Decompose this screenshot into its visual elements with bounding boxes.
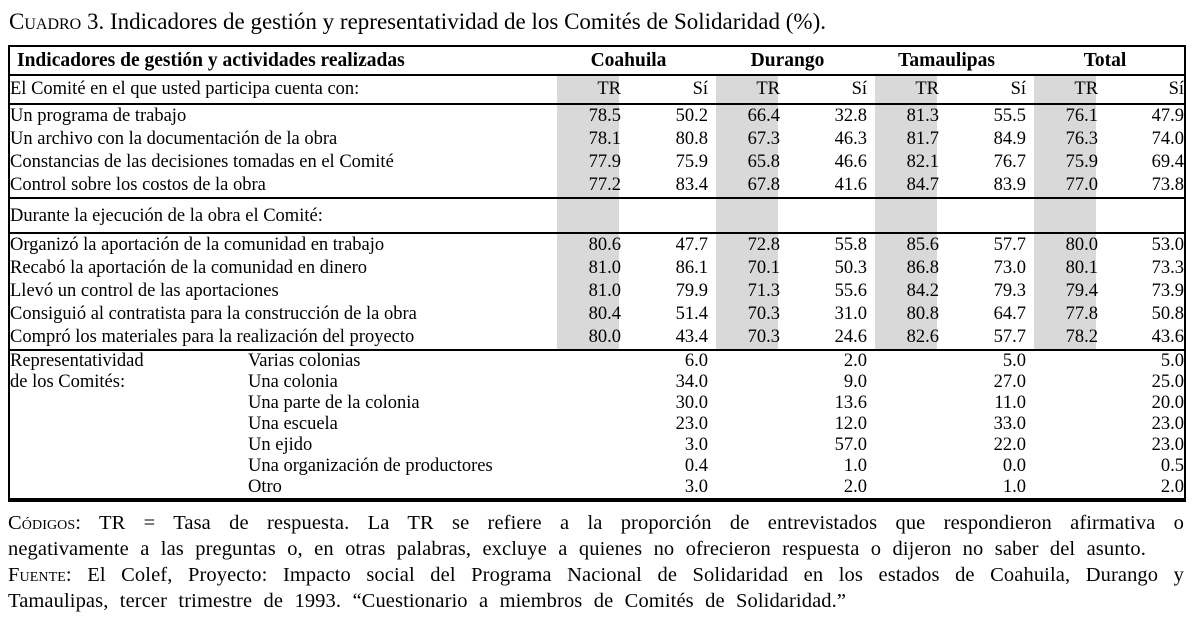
si-value-cell: 6.0: [684, 351, 709, 371]
table-row: [9, 326, 1185, 350]
tr-value-cell: 81.0: [549, 257, 621, 280]
si-value-cell: 25.0: [1151, 372, 1185, 392]
row-label: Consiguió al contratista para la construcción de la obra: [10, 304, 417, 324]
empty-cell: [1026, 414, 1098, 435]
si-value-cell: 11.0: [994, 393, 1027, 413]
tr-value-cell: 77.2: [549, 174, 621, 198]
tr-value-cell: 66.4: [708, 104, 780, 128]
tr-value-cell: 76.3: [1026, 128, 1098, 151]
si-value-cell: 2.0: [1160, 477, 1185, 497]
si-value-cell: 53.0: [1151, 235, 1185, 255]
si-value-cell: 13.6: [834, 393, 868, 413]
tr-value-cell: 78.1: [549, 128, 621, 151]
empty-cell: [867, 414, 939, 435]
empty-cell: [867, 477, 939, 500]
si-value-cell: 46.6: [834, 152, 868, 172]
tr-value-cell: 67.3: [708, 128, 780, 151]
section2-header-label: Durante la ejecución de la obra el Comité:: [10, 205, 323, 226]
empty-cell: [867, 372, 939, 393]
si-value-cell: 57.0: [834, 435, 868, 455]
si-value-cell: 12.0: [834, 414, 868, 434]
empty-cell: [1098, 198, 1185, 233]
table-row: [9, 456, 1185, 477]
side-label: de los Comités:: [10, 372, 126, 392]
si-value-cell: 84.9: [993, 129, 1027, 149]
tr-value-cell: 80.1: [1026, 257, 1098, 280]
empty-cell: [1026, 435, 1098, 456]
table-row: [9, 372, 1185, 393]
si-value-cell: 1.0: [1002, 477, 1027, 497]
tr-value-cell: 77.9: [549, 151, 621, 174]
si-value-cell: 1.0: [843, 456, 868, 476]
row-label: Recabó la aportación de la comunidad en dinero: [10, 258, 368, 278]
title-text: 3. Indicadores de gestión y representatividad de los Comités de Solidaridad (%).: [81, 9, 826, 34]
si-value-cell: 79.9: [675, 281, 709, 301]
empty-cell: [867, 435, 939, 456]
tr-value-cell: 80.0: [549, 326, 621, 350]
header-group-tamaulipas: Tamaulipas: [898, 50, 995, 71]
si-value-cell: 55.5: [993, 106, 1027, 126]
row-label: [9, 350, 549, 372]
si-value-cell: 69.4: [1151, 152, 1185, 172]
si-value-cell: 2.0: [843, 477, 868, 497]
tr-value-cell: 71.3: [708, 280, 780, 303]
si-value-cell: 31.0: [834, 304, 868, 324]
si-value-cell: 5.0: [1002, 351, 1027, 371]
table-row: [9, 257, 1185, 280]
tr-value-cell: 81.7: [867, 128, 939, 151]
tr-value-cell: 70.3: [708, 303, 780, 326]
table-row: [9, 477, 1185, 500]
si-value-cell: 9.0: [843, 372, 868, 392]
row-label: Constancias de las decisiones tomadas en el Comité: [10, 152, 394, 172]
header-group-durango: Durango: [750, 50, 825, 71]
category-label: Otro: [248, 477, 282, 497]
si-value-cell: 50.8: [1151, 304, 1185, 324]
side-label: Representatividad: [10, 351, 144, 371]
tr-value-cell: 82.1: [867, 151, 939, 174]
header-group-total: Total: [1083, 50, 1127, 71]
col-tr-durango: TR: [708, 75, 780, 104]
si-value-cell: 51.4: [675, 304, 709, 324]
row-label: Llevó un control de las aportaciones: [10, 281, 279, 301]
empty-cell: [708, 414, 780, 435]
tr-value-cell: 78.5: [549, 104, 621, 128]
empty-cell: [708, 393, 780, 414]
table-row: [9, 151, 1185, 174]
tr-value-cell: 80.8: [867, 303, 939, 326]
empty-cell: [1026, 372, 1098, 393]
empty-cell: [1026, 393, 1098, 414]
codigos-note: [8, 510, 1184, 562]
table-row: [9, 435, 1185, 456]
si-value-cell: 0.0: [1002, 456, 1027, 476]
si-value-cell: 2.0: [843, 351, 868, 371]
table-row: [9, 128, 1185, 151]
tr-value-cell: 80.0: [1026, 233, 1098, 257]
tr-value-cell: 76.1: [1026, 104, 1098, 128]
tr-value-cell: 77.8: [1026, 303, 1098, 326]
row-label: Organizó la aportación de la comunidad en trabajo: [10, 235, 385, 255]
header-indicators-label: Indicadores de gestión y actividades realizadas: [17, 50, 405, 71]
table-header-row: [9, 46, 1185, 75]
table-row: [9, 233, 1185, 257]
empty-cell: [621, 198, 708, 233]
row-label: [9, 372, 549, 393]
si-value-cell: 83.4: [675, 175, 709, 195]
si-value-cell: 57.7: [993, 327, 1027, 347]
table-row: [9, 393, 1185, 414]
fuente-note: [8, 562, 1184, 614]
si-value-cell: 33.0: [993, 414, 1027, 434]
fuente-label: Fuente:: [8, 564, 72, 586]
si-value-cell: 55.8: [834, 235, 868, 255]
si-value-cell: 41.6: [834, 175, 868, 195]
tr-value-cell: 81.0: [549, 280, 621, 303]
empty-cell: [708, 477, 780, 500]
si-value-cell: 46.3: [834, 129, 868, 149]
si-value-cell: 23.0: [1151, 414, 1185, 434]
si-value-cell: 32.8: [834, 106, 868, 126]
tr-value-cell: 86.8: [867, 257, 939, 280]
empty-cell: [549, 350, 621, 372]
si-value-cell: 64.7: [993, 304, 1027, 324]
title-prefix: Cuadro: [9, 9, 82, 34]
si-value-cell: 34.0: [675, 372, 709, 392]
empty-cell: [549, 372, 621, 393]
row-label: [9, 393, 549, 414]
tr-value-cell: 70.1: [708, 257, 780, 280]
si-value-cell: 83.9: [993, 175, 1027, 195]
empty-cell: [549, 414, 621, 435]
tr-value-cell: 77.0: [1026, 174, 1098, 198]
empty-cell: [708, 198, 780, 233]
si-value-cell: 43.4: [675, 327, 709, 347]
table-row: [9, 280, 1185, 303]
si-value-cell: 24.6: [834, 327, 868, 347]
si-value-cell: 22.0: [993, 435, 1027, 455]
si-value-cell: 50.3: [834, 258, 868, 278]
si-value-cell: 50.2: [675, 106, 709, 126]
row-label: Control sobre los costos de la obra: [10, 175, 266, 195]
category-label: Una colonia: [248, 372, 338, 392]
si-value-cell: 80.8: [675, 129, 709, 149]
tr-value-cell: 75.9: [1026, 151, 1098, 174]
section1-header-label: El Comité en el que usted participa cuenta con:: [10, 79, 360, 99]
empty-cell: [1026, 456, 1098, 477]
empty-cell: [1026, 350, 1098, 372]
category-label: Una escuela: [248, 414, 338, 434]
row-label: [9, 477, 549, 500]
section-cuenta-con: [9, 104, 1185, 198]
si-value-cell: 0.5: [1160, 456, 1185, 476]
tr-value-cell: 72.8: [708, 233, 780, 257]
empty-cell: [549, 198, 621, 233]
tr-value-cell: 85.6: [867, 233, 939, 257]
row-label: [9, 414, 549, 435]
codigos-label: Códigos:: [8, 512, 82, 534]
si-value-cell: 76.7: [993, 152, 1027, 172]
si-value-cell: 47.9: [1151, 106, 1185, 126]
table-subheader-row: [9, 75, 1185, 104]
empty-cell: [867, 456, 939, 477]
row-label: Un archivo con la documentación de la obra: [10, 129, 338, 149]
si-value-cell: 23.0: [1151, 435, 1185, 455]
indicators-table: [8, 45, 1186, 502]
empty-cell: [708, 372, 780, 393]
empty-cell: [549, 456, 621, 477]
table-row: [9, 350, 1185, 372]
row-label: Un programa de trabajo: [10, 106, 187, 126]
tr-value-cell: 82.6: [867, 326, 939, 350]
tr-value-cell: 65.8: [708, 151, 780, 174]
tr-value-cell: 80.4: [549, 303, 621, 326]
si-value-cell: 47.7: [675, 235, 709, 255]
col-si-durango: Sí: [851, 79, 868, 99]
section-durante-header-row: [9, 198, 1185, 233]
fuente-text: El Colef, Proyecto: Impacto social del Programa Nacional de Solidaridad en los estados de Coahuila, Durango y Tamaulipas, tercer trimestre de 1993. “Cuestionario a miembros de Comités de Solidaridad.”: [8, 564, 1185, 612]
table-row: [9, 104, 1185, 128]
tr-value-cell: 79.4: [1026, 280, 1098, 303]
empty-cell: [867, 350, 939, 372]
si-value-cell: 74.0: [1151, 129, 1185, 149]
table-title: [9, 7, 1188, 37]
empty-cell: [780, 198, 867, 233]
section-representatividad: [9, 350, 1185, 500]
empty-cell: [708, 456, 780, 477]
si-value-cell: 57.7: [993, 235, 1027, 255]
category-label: Una organización de productores: [248, 456, 493, 476]
empty-cell: [1026, 198, 1098, 233]
codigos-text: TR = Tasa de respuesta. La TR se refiere a la proporción de entrevistados que respondieron afirmativa o negativamente a las preguntas o, en otras palabras, excluye a quienes no ofrecieron respuesta o dijeron no saber del asunto.: [8, 512, 1184, 560]
tr-value-cell: 70.3: [708, 326, 780, 350]
col-si-total: Sí: [1168, 79, 1185, 99]
table-row: [9, 303, 1185, 326]
category-label: Una parte de la colonia: [248, 393, 420, 413]
row-label: [9, 435, 549, 456]
empty-cell: [867, 198, 939, 233]
si-value-cell: 75.9: [675, 152, 709, 172]
si-value-cell: 30.0: [675, 393, 709, 413]
empty-cell: [549, 393, 621, 414]
tr-value-cell: 80.6: [549, 233, 621, 257]
si-value-cell: 27.0: [993, 372, 1027, 392]
section-durante: [9, 198, 1185, 350]
table-row: [9, 414, 1185, 435]
si-value-cell: 23.0: [675, 414, 709, 434]
tr-value-cell: 84.7: [867, 174, 939, 198]
row-label: Compró los materiales para la realización del proyecto: [10, 327, 415, 347]
si-value-cell: 3.0: [684, 435, 709, 455]
empty-cell: [939, 198, 1026, 233]
col-tr-tamaulipas: TR: [867, 75, 939, 104]
col-si-coahuila: Sí: [692, 79, 709, 99]
si-value-cell: 20.0: [1151, 393, 1185, 413]
empty-cell: [549, 477, 621, 500]
category-label: Varias colonias: [248, 351, 361, 371]
empty-cell: [708, 435, 780, 456]
category-label: Un ejido: [248, 435, 313, 455]
row-label: [9, 456, 549, 477]
tr-value-cell: 81.3: [867, 104, 939, 128]
si-value-cell: 3.0: [684, 477, 709, 497]
si-value-cell: 43.6: [1151, 327, 1185, 347]
tr-value-cell: 67.8: [708, 174, 780, 198]
si-value-cell: 55.6: [834, 281, 868, 301]
tr-value-cell: 78.2: [1026, 326, 1098, 350]
si-value-cell: 79.3: [993, 281, 1027, 301]
empty-cell: [549, 435, 621, 456]
si-value-cell: 73.0: [993, 258, 1027, 278]
empty-cell: [867, 393, 939, 414]
empty-cell: [1026, 477, 1098, 500]
si-value-cell: 5.0: [1160, 351, 1185, 371]
empty-cell: [708, 350, 780, 372]
si-value-cell: 0.4: [684, 456, 709, 476]
col-si-tamaulipas: Sí: [1010, 79, 1027, 99]
col-tr-total: TR: [1026, 75, 1098, 104]
si-value-cell: 86.1: [675, 258, 709, 278]
si-value-cell: 73.3: [1151, 258, 1185, 278]
table-row: [9, 174, 1185, 198]
si-value-cell: 73.8: [1151, 175, 1185, 195]
tr-value-cell: 84.2: [867, 280, 939, 303]
col-tr-coahuila: TR: [549, 75, 621, 104]
si-value-cell: 73.9: [1151, 281, 1185, 301]
header-group-coahuila: Coahuila: [590, 50, 667, 71]
